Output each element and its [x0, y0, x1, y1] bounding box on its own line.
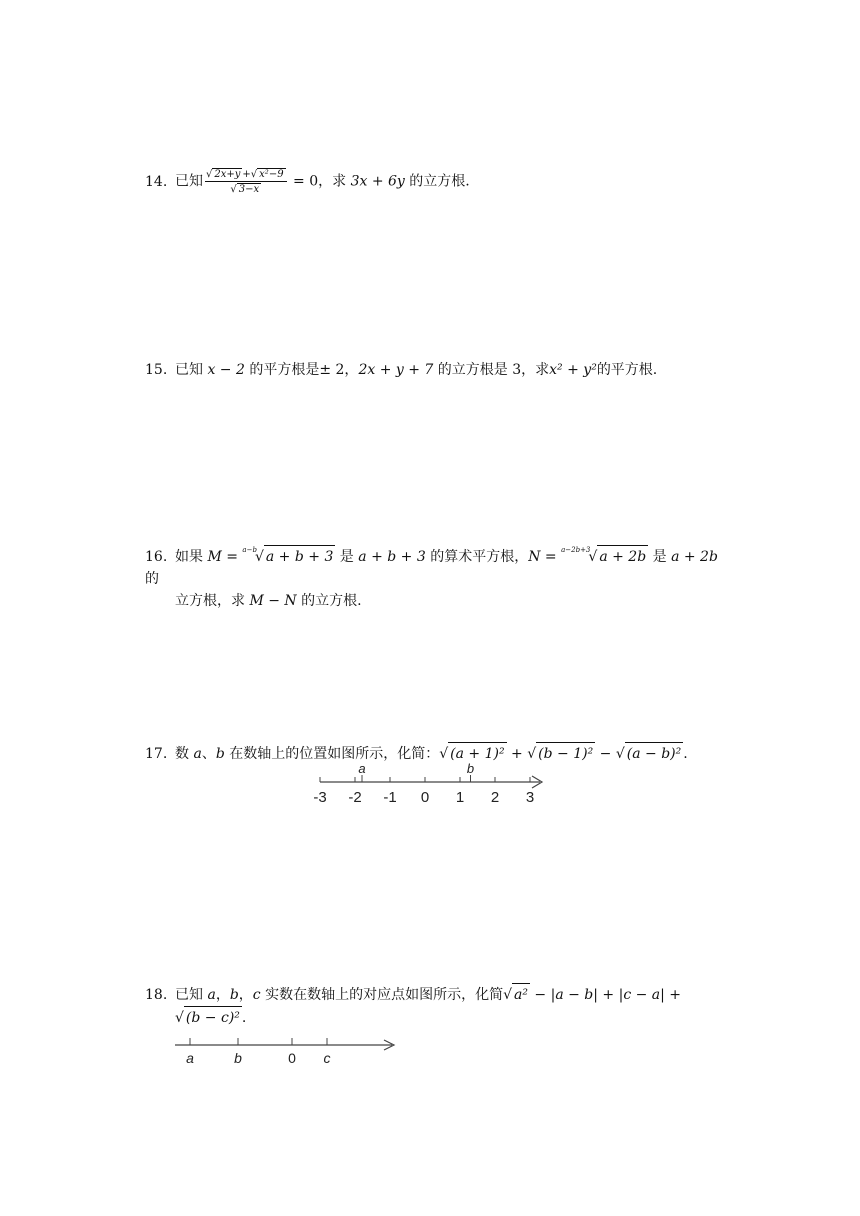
tick-label: -3: [313, 789, 327, 806]
point-label-b: b: [234, 1050, 242, 1066]
question-14: 14. 已知 $\frac{\text{√ 2x+y +√ x²−9}}{√ 3-x}$ = 0，求 3x + 6y 的立方根.: [145, 169, 470, 195]
tick-label: 3: [525, 789, 535, 806]
point-label-0: 0: [288, 1050, 296, 1066]
tick-label: 0: [420, 789, 430, 806]
question-number: 16.: [145, 549, 168, 565]
number-line-17: [300, 758, 560, 810]
point-label-a: a: [186, 1050, 194, 1066]
number-line-18: [170, 1030, 410, 1070]
tick-label: 2: [490, 789, 500, 806]
question-15: 15. 已知 x − 2 的平方根是± 2，2x + y + 7 的立方根是 3，求x² + y²的平方根.: [145, 359, 725, 381]
question-number: 17.: [145, 746, 168, 762]
question-number: 14.: [145, 173, 168, 190]
question-number: 15.: [145, 362, 168, 378]
tick-label: 1: [455, 789, 465, 806]
question-number: 18.: [145, 987, 168, 1003]
point-label-a: a: [358, 761, 366, 776]
question-17: 17. 数 a、b 在数轴上的位置如图所示，化简：√ (a + 1)² + √ (b − 1)² − √ (a − b)² .: [145, 742, 725, 765]
fraction: $\frac{\text{√ 2x+y +√ x²−9}}{√ 3-x}$: [205, 168, 287, 195]
tick-label: -2: [348, 789, 362, 806]
question-16: 16. 如果 M = $^{a-b}$√ a + b + 3 是 a + b + 3 的算术平方根，N = $^{a-2b+3}$√ a + 2b 是 a + 2b 的 立方根，求 M − N 的立方根.: [145, 546, 718, 609]
point-label-c: c: [323, 1050, 331, 1066]
tick-label: -1: [383, 789, 397, 806]
question-18: 18. 已知 a，b，c 实数在数轴上的对应点如图所示，化简√ a² − |a − b| + |c − a| + √ (b − c)² .: [145, 983, 725, 1029]
point-label-b: b: [466, 761, 475, 776]
